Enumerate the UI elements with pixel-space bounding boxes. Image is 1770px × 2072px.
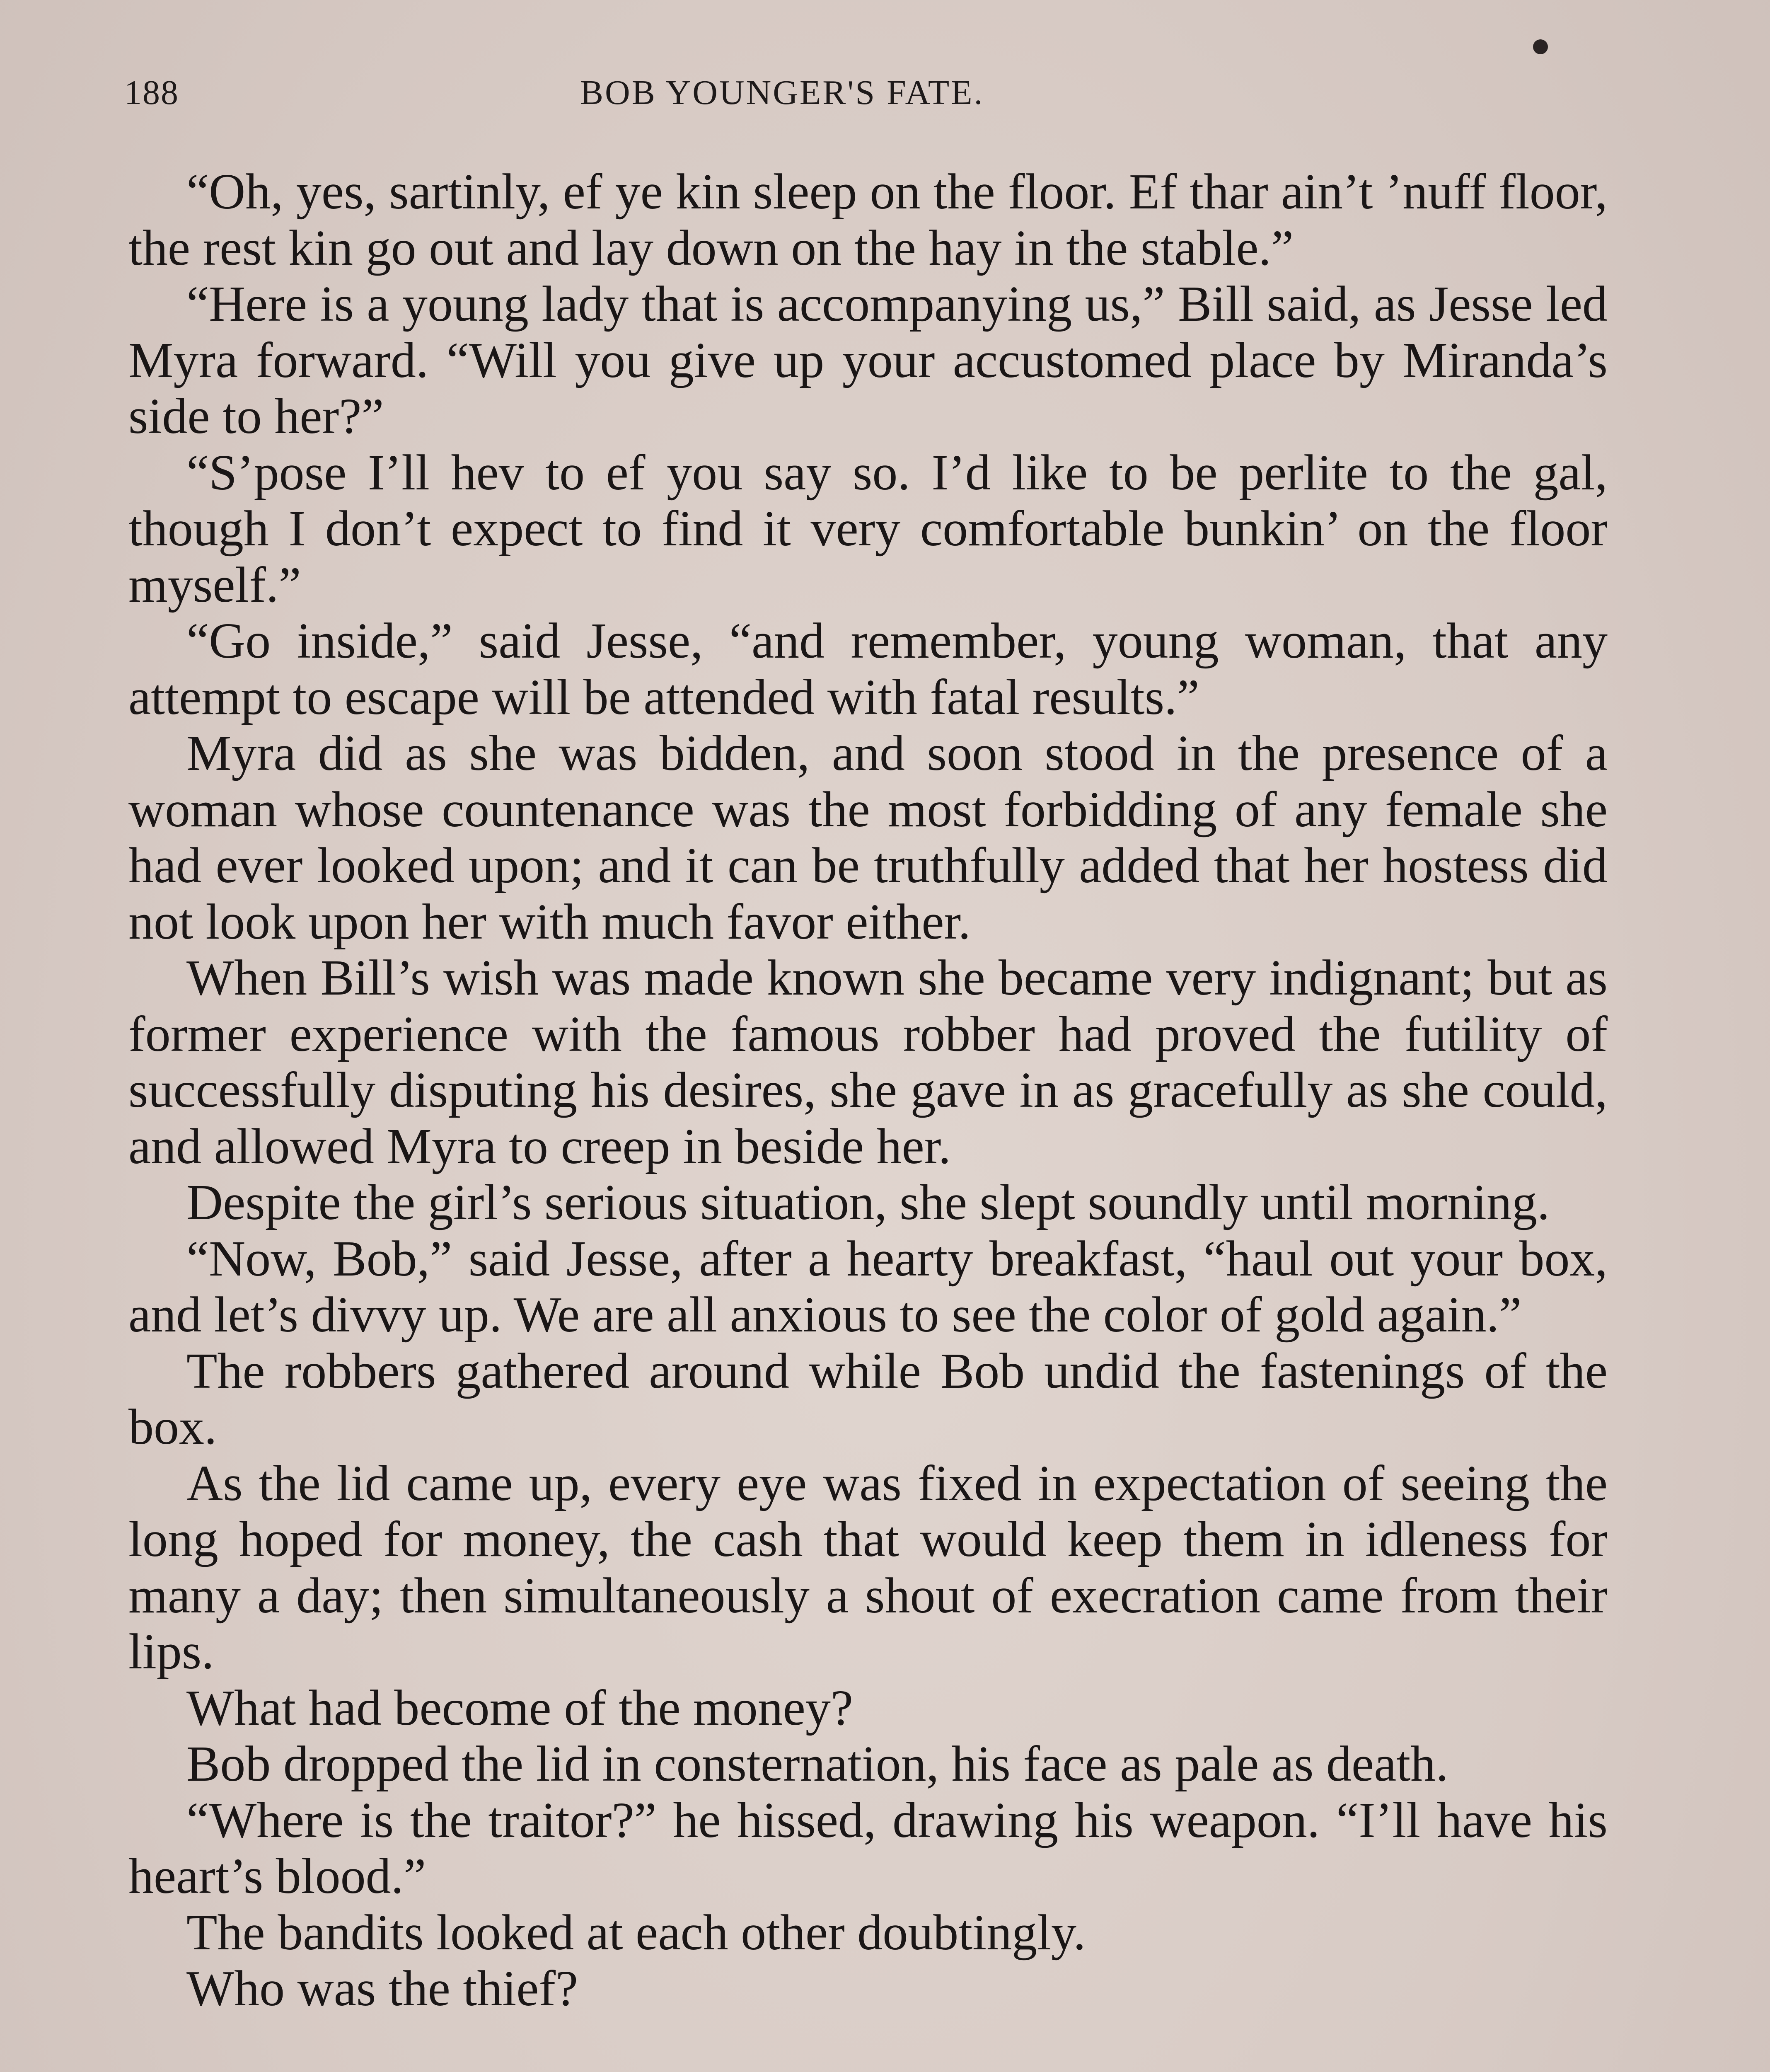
paragraph: Myra did as she was bidden, and soon stood in the presence of a woman whose countenance was the most forbidding of any female she had ever looked upon; and it can be truthfully added that her hostess did not look upon her with much favor either. (128, 725, 1608, 950)
paragraph: When Bill’s wish was made known she became very indignant; but as former experience with the famous robber had proved the futility of successfully disputing his desires, she gave in as gracefully as she could, and allowed Myra to creep in beside her. (128, 950, 1608, 1174)
ink-speck (1533, 39, 1548, 54)
paragraph: The bandits looked at each other doubtingly. (186, 1904, 1086, 1961)
paragraph: “Where is the traitor?” he hissed, drawing his weapon. “I’ll have his heart’s blood.” (128, 1792, 1608, 1904)
paragraph: Bob dropped the lid in consternation, his face as pale as death. (186, 1736, 1448, 1792)
body-text (128, 164, 1608, 2017)
paragraph: “S’pose I’ll hev to ef you say so. I’d like to be perlite to the gal, though I don’t expect to find it very comfortable bunkin’ on the floor myself.” (128, 444, 1608, 613)
paragraph: “Now, Bob,” said Jesse, after a hearty breakfast, “haul out your box, and let’s divvy up. We are all anxious to see the color of gold again.” (128, 1230, 1608, 1343)
page-header (124, 73, 1612, 118)
running-head: BOB YOUNGER'S FATE. (580, 73, 984, 112)
paragraph: What had become of the money? (186, 1680, 854, 1736)
paragraph: Despite the girl’s serious situation, she slept soundly until morning. (186, 1174, 1550, 1230)
paragraph: The robbers gathered around while Bob undid the fastenings of the box. (128, 1343, 1608, 1455)
paragraph: As the lid came up, every eye was fixed in expectation of seeing the long hoped for money, the cash that would keep them in idleness for many a day; then simultaneously a shout of execration came from their lips. (128, 1455, 1608, 1680)
paragraph: “Here is a young lady that is accompanying us,” Bill said, as Jesse led Myra forward. “Will you give up your accustomed place by Miranda’s side to her?” (128, 276, 1608, 444)
paragraph: Who was the thief? (186, 1961, 578, 2016)
paragraph: “Oh, yes, sartinly, ef ye kin sleep on the floor. Ef thar ain’t ’nuff floor, the rest kin go out and lay down on the hay in the stable.” (128, 164, 1608, 276)
paragraph: “Go inside,” said Jesse, “and remember, young woman, that any attempt to escape will be attended with fatal results.” (128, 613, 1608, 725)
page-number: 188 (124, 73, 179, 112)
